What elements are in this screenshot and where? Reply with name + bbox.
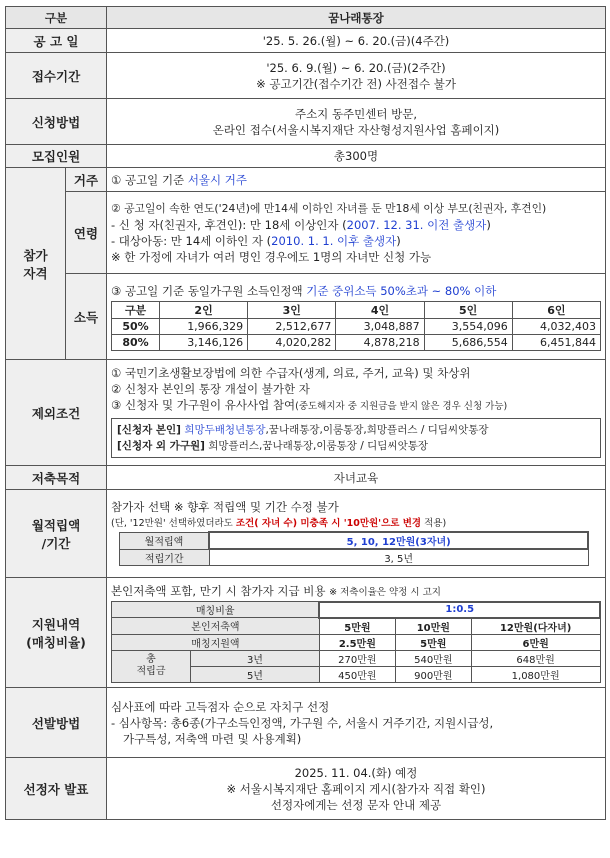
age-line4: ※ 한 가정에 자녀가 여러 명인 경우에도 1명의 자녀만 신청 가능 bbox=[111, 249, 432, 264]
selection-line1: 심사표에 따라 고득점자 순으로 자치구 선정 bbox=[111, 699, 330, 714]
income-cell: 4,020,282 bbox=[248, 334, 336, 350]
receipt-note: ※ 공고기간(접수기간 전) 사전접수 불가 bbox=[256, 76, 456, 91]
exclusion-value bbox=[107, 360, 606, 466]
result-notice: ※ 서울시복지재단 홈페이지 게시(참가자 직접 확인) bbox=[226, 781, 486, 796]
income-cell: 80% bbox=[112, 334, 160, 350]
header-row bbox=[6, 7, 606, 29]
exclusion-line1: ① 국민기초생활보장법에 의한 수급자(생계, 의료, 주거, 교육) 및 차상위 bbox=[111, 365, 471, 380]
age-line2 bbox=[111, 217, 601, 233]
result-value bbox=[107, 758, 606, 820]
income-cell: 3,048,887 bbox=[336, 318, 424, 334]
selection-value bbox=[107, 688, 606, 758]
own-saving-cell: 12만원(다자녀) bbox=[471, 618, 600, 635]
support-value bbox=[107, 578, 606, 688]
child-birth-highlight: 2010. 1. 1. 이후 출생자 bbox=[271, 233, 397, 248]
header-col-program: 꿈나래통장 bbox=[107, 7, 606, 29]
age-line2-suffix: ) bbox=[486, 217, 491, 232]
income-prefix: ③ 공고일 기준 동일가구원 소득인정액 bbox=[111, 283, 307, 298]
monthly-table bbox=[119, 531, 589, 566]
table-row bbox=[112, 634, 601, 650]
support-label: 지원내역 (매칭비율) bbox=[6, 578, 107, 688]
method-line2: 온라인 접수(서울시복지재단 자산형성지원사업 홈페이지) bbox=[212, 122, 500, 137]
box-line2 bbox=[117, 438, 595, 454]
box-line1-rest: ,꿈나래통장,이룸통장,희망플러스 / 디딤씨앗통장 bbox=[265, 423, 489, 436]
table-row bbox=[112, 334, 601, 350]
age-line3 bbox=[111, 233, 601, 249]
total-label: 총 적립금 bbox=[112, 650, 191, 682]
purpose-row bbox=[6, 466, 606, 490]
receipt-period: '25. 6. 9.(월) ~ 6. 20.(금)(2주간) bbox=[266, 60, 446, 75]
box-line1-highlight: 희망두배청년통장 bbox=[184, 423, 266, 436]
qualification-label: 참가 자격 bbox=[6, 168, 66, 360]
match-label: 매칭지원액 bbox=[112, 634, 320, 650]
monthly-line1: 참가자 선택 ※ 향후 적립액 및 기간 수정 불가 bbox=[111, 500, 339, 514]
age-value bbox=[107, 192, 606, 274]
age-line1: ② 공고일이 속한 연도('24년)에 만14세 이하인 자녀를 둔 만18세 이상 부모(친권자, 후견인) bbox=[111, 201, 547, 215]
income-condition bbox=[111, 283, 601, 299]
year5-label: 5년 bbox=[191, 666, 320, 682]
year5-cell: 450만원 bbox=[319, 666, 395, 682]
announce-value: '25. 5. 26.(월) ~ 6. 20.(금)(4주간) bbox=[107, 29, 606, 53]
income-cell: 2,512,677 bbox=[248, 318, 336, 334]
exclusion-row bbox=[6, 360, 606, 466]
age-row bbox=[6, 192, 606, 274]
income-value bbox=[107, 274, 606, 360]
table-row bbox=[112, 650, 601, 666]
announce-row bbox=[6, 29, 606, 53]
monthly-line2-prefix: (단, '12만원' 선택하였더라도 bbox=[111, 518, 236, 529]
income-table-header bbox=[112, 301, 601, 318]
recruit-label: 모집인원 bbox=[6, 145, 107, 168]
support-table bbox=[111, 601, 601, 683]
year5-cell: 1,080만원 bbox=[471, 666, 600, 682]
monthly-amount-value: 5, 10, 12만원(3자녀) bbox=[209, 532, 588, 549]
method-label: 신청방법 bbox=[6, 99, 107, 145]
income-table bbox=[111, 301, 601, 351]
age-label: 연령 bbox=[66, 192, 107, 274]
income-cell: 5,686,554 bbox=[424, 334, 512, 350]
result-label: 선정자 발표 bbox=[6, 758, 107, 820]
box-line2-label: [신청자 외 가구원] bbox=[117, 439, 205, 452]
year5-cell: 900만원 bbox=[395, 666, 471, 682]
monthly-period-value: 3, 5년 bbox=[209, 549, 588, 566]
result-sms: 선정자에게는 선정 문자 안내 제공 bbox=[270, 797, 442, 812]
recruit-row bbox=[6, 145, 606, 168]
support-row bbox=[6, 578, 606, 688]
header-col-category: 구분 bbox=[6, 7, 107, 29]
applicant-birth-highlight: 2007. 12. 31. 이전 출생자 bbox=[346, 217, 487, 232]
method-line1: 주소지 동주민센터 방문, bbox=[294, 106, 418, 121]
result-date: 2025. 11. 04.(화) 예정 bbox=[294, 765, 418, 780]
income-th: 구분 bbox=[112, 301, 160, 318]
recruit-value: 총300명 bbox=[107, 145, 606, 168]
match-cell: 2.5만원 bbox=[319, 634, 395, 650]
income-cell: 6,451,844 bbox=[512, 334, 600, 350]
selection-line3: 가구특성, 저축액 마련 및 사용계획) bbox=[123, 731, 302, 746]
income-th: 5인 bbox=[424, 301, 512, 318]
receipt-label: 접수기간 bbox=[6, 53, 107, 99]
program-table bbox=[5, 6, 606, 820]
exclusion-line2: ② 신청자 본인의 통장 개설이 불가한 자 bbox=[111, 381, 310, 396]
box-line1 bbox=[117, 422, 595, 438]
match-cell: 6만원 bbox=[471, 634, 600, 650]
exclusion-line3-main: ③ 신청자 및 가구원이 유사사업 참여 bbox=[111, 397, 296, 412]
monthly-period-label: 적립기간 bbox=[120, 549, 210, 566]
income-row bbox=[6, 274, 606, 360]
own-saving-cell: 5만원 bbox=[319, 618, 395, 635]
table-row bbox=[120, 532, 589, 549]
age-line2-prefix: - 신 청 자(친권자, 후견인): 만 18세 이상인자 ( bbox=[111, 217, 347, 232]
support-line1 bbox=[111, 583, 601, 599]
monthly-row bbox=[6, 490, 606, 578]
residence-prefix: ① 공고일 기준 bbox=[111, 172, 188, 187]
table-row bbox=[120, 549, 589, 566]
age-line3-suffix: ) bbox=[396, 233, 401, 248]
ratio-value: 1:0.5 bbox=[319, 602, 600, 618]
monthly-line2 bbox=[111, 515, 601, 529]
residence-label: 거주 bbox=[66, 168, 107, 192]
monthly-label: 월적립액 /기간 bbox=[6, 490, 107, 578]
income-th: 4인 bbox=[336, 301, 424, 318]
monthly-amount-label: 월적립액 bbox=[120, 532, 210, 549]
year3-cell: 540만원 bbox=[395, 650, 471, 666]
selection-line2: - 심사항목: 총6종(가구소득인정액, 가구원 수, 서울시 거주기간, 지원시급성, bbox=[111, 715, 494, 730]
table-row bbox=[112, 618, 601, 635]
box-line1-label: [신청자 본인] bbox=[117, 423, 181, 436]
receipt-value bbox=[107, 53, 606, 99]
year3-cell: 648만원 bbox=[471, 650, 600, 666]
income-cell: 3,554,096 bbox=[424, 318, 512, 334]
income-th: 6인 bbox=[512, 301, 600, 318]
residence-row bbox=[6, 168, 606, 192]
income-th: 3인 bbox=[248, 301, 336, 318]
income-th: 2인 bbox=[159, 301, 247, 318]
year3-cell: 270만원 bbox=[319, 650, 395, 666]
income-label: 소득 bbox=[66, 274, 107, 360]
own-saving-label: 본인저축액 bbox=[112, 618, 320, 635]
exclusion-line3-note: (중도해지자 중 지원금을 받지 않은 경우 신청 가능) bbox=[295, 400, 508, 412]
income-cell: 50% bbox=[112, 318, 160, 334]
table-row bbox=[112, 318, 601, 334]
match-cell: 5만원 bbox=[395, 634, 471, 650]
result-row bbox=[6, 758, 606, 820]
income-cell: 4,032,403 bbox=[512, 318, 600, 334]
residence-value bbox=[107, 168, 606, 192]
selection-label: 선발방법 bbox=[6, 688, 107, 758]
support-line1-note: ※ 저축이율은 약정 시 고지 bbox=[329, 586, 441, 598]
own-saving-cell: 10만원 bbox=[395, 618, 471, 635]
residence-highlight: 서울시 거주 bbox=[187, 172, 248, 187]
box-line2-rest: 희망플러스,꿈나래통장,이룸통장 / 디딤씨앗통장 bbox=[208, 439, 429, 452]
ratio-label: 매칭비율 bbox=[112, 602, 320, 618]
monthly-line2-bold: 조건( 자녀 수) 미충족 시 '10만원'으로 변경 bbox=[235, 518, 422, 529]
method-row bbox=[6, 99, 606, 145]
exclusion-line3 bbox=[111, 397, 601, 415]
purpose-value: 자녀교육 bbox=[107, 466, 606, 490]
income-cell: 3,146,126 bbox=[159, 334, 247, 350]
support-line1-main: 본인저축액 포함, 만기 시 참가자 지급 비용 bbox=[111, 583, 326, 598]
method-value bbox=[107, 99, 606, 145]
purpose-label: 저축목적 bbox=[6, 466, 107, 490]
receipt-row bbox=[6, 53, 606, 99]
announce-label: 공 고 일 bbox=[6, 29, 107, 53]
age-line3-prefix: - 대상아동: 만 14세 이하인 자 ( bbox=[111, 233, 272, 248]
table-row bbox=[112, 602, 601, 618]
year3-label: 3년 bbox=[191, 650, 320, 666]
income-highlight: 기준 중위소득 50%초과 ~ 80% 이하 bbox=[306, 283, 497, 298]
monthly-line2-suffix: 적용) bbox=[421, 518, 447, 529]
income-cell: 4,878,218 bbox=[336, 334, 424, 350]
similar-program-box bbox=[111, 418, 601, 458]
income-cell: 1,966,329 bbox=[159, 318, 247, 334]
exclusion-label: 제외조건 bbox=[6, 360, 107, 466]
monthly-value bbox=[107, 490, 606, 578]
program-table-wrapper bbox=[5, 6, 605, 820]
selection-row bbox=[6, 688, 606, 758]
